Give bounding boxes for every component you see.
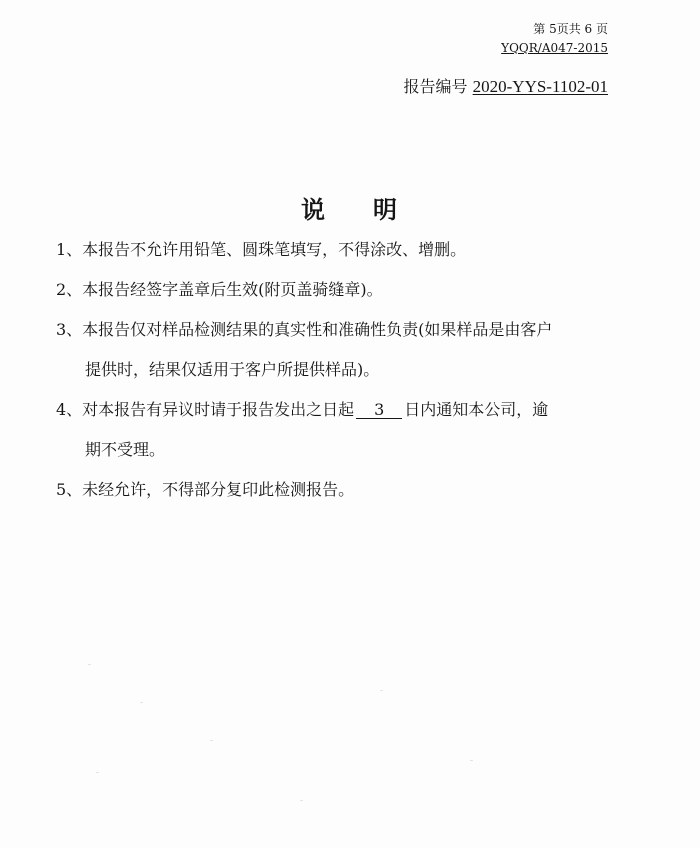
- report-number-line: [404, 77, 608, 97]
- page-title: [0, 195, 700, 225]
- form-code: YQQR/A047-2015: [501, 41, 608, 55]
- instruction-item-2: [56, 280, 616, 300]
- instruction-item-3: [56, 320, 616, 380]
- report-number-label: 报告编号: [403, 77, 468, 96]
- instruction-text-after: 日内通知本公司，逾: [404, 400, 549, 419]
- instruction-text: 5、未经允许，不得部分复印此检测报告。: [56, 480, 355, 499]
- title-part-2: 明: [373, 195, 399, 224]
- instruction-text: 2、本报告经签字盖章后生效(附页盖骑缝章)。: [56, 280, 383, 299]
- report-number-value: 2020-YYS-1102-01: [472, 77, 608, 96]
- instruction-list: [56, 240, 616, 520]
- instruction-item-1: [56, 240, 616, 260]
- instruction-line: [56, 400, 616, 420]
- instruction-item-4: [56, 400, 616, 460]
- instruction-item-5: [56, 480, 616, 500]
- title-part-1: 说: [301, 195, 327, 224]
- instruction-text-before: 4、对本报告有异议时请于报告发出之日起: [56, 400, 355, 419]
- page-info: 第 5页共 6 页: [533, 22, 608, 36]
- instruction-continuation: 期不受理。: [85, 440, 166, 459]
- instruction-continuation: 提供时，结果仅适用于客户所提供样品)。: [85, 360, 380, 379]
- instruction-text: 3、本报告仅对样品检测结果的真实性和准确性负责(如果样品是由客户: [56, 320, 553, 339]
- days-blank-value: 3: [356, 401, 402, 419]
- instruction-text: 1、本报告不允许用铅笔、圆珠笔填写，不得涂改、增删。: [56, 240, 467, 259]
